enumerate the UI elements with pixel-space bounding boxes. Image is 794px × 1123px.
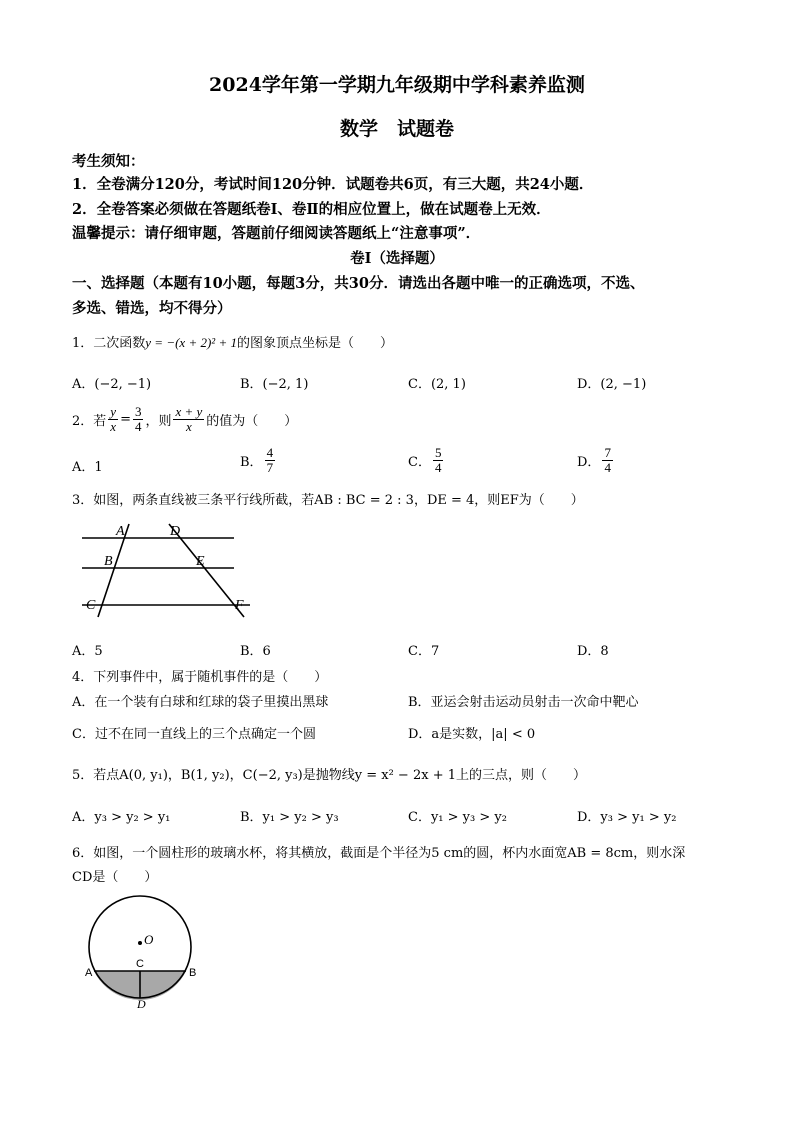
question-3: 3．如图，两条直线被三条平行线所截，若AB : BC = 2 : 3，DE = 4，则EF为（ ）	[72, 493, 584, 508]
center-point-o	[138, 941, 142, 945]
q2-frac1-den: x	[110, 418, 117, 434]
q2-suffix: 的值为（ ）	[206, 413, 298, 429]
section-heading-line2: 多选、错选，均不得分）	[72, 300, 232, 317]
q4-option-b: B．亚运会射击运动员射击一次命中靶心	[408, 695, 639, 710]
q3-option-b: B．6	[240, 644, 271, 659]
q2-option-d-den: 4	[604, 459, 611, 475]
q2-frac2-den: 4	[134, 418, 142, 434]
q2-option-a: A．1	[72, 460, 103, 475]
notice-heading: 考生须知：	[72, 153, 145, 170]
question-6-line1: 6．如图，一个圆柱形的玻璃水杯，将其横放，截面是个半径为5 cm的圆，杯内水面宽AB = 8cm，则水深	[72, 846, 686, 861]
q2-option-b-fraction	[265, 446, 276, 474]
q3-option-a: A．5	[72, 644, 103, 659]
q2-option-c-fraction	[433, 446, 444, 474]
q2-fraction-xy-over-x	[173, 405, 204, 433]
q2-option-c-label: C．	[408, 454, 431, 470]
part-title: 卷Ⅰ（选择题）	[350, 250, 444, 267]
q1-option-d: D．(2, −1)	[577, 377, 647, 392]
q4-option-a: A．在一个装有白球和红球的袋子里摸出黑球	[72, 695, 329, 710]
question-6-line2: CD是（ ）	[72, 870, 158, 885]
label-d: D	[137, 997, 146, 1010]
question-5: 5．若点A(0, y₁)，B(1, y₂)，C(−2, y₃)是抛物线y = x² − 2x + 1上的三点，则（ ）	[72, 768, 586, 783]
q1-option-c: C．(2, 1)	[408, 377, 466, 392]
q3-option-c: C．7	[408, 644, 440, 659]
q3-parallel-lines-figure	[72, 518, 262, 620]
q1-option-a: A．(−2, −1)	[72, 377, 152, 392]
page-subtitle: 数学 试题卷	[339, 118, 454, 140]
q2-frac3-den: x	[186, 418, 192, 434]
q2-option-b	[240, 446, 277, 474]
q2-mid: ，则	[145, 413, 172, 429]
q2-option-d	[577, 446, 615, 474]
q2-fraction-3-over-4	[133, 405, 144, 433]
q2-option-b-den: 7	[266, 459, 274, 475]
q5-option-a: A．y₃ > y₂ > y₁	[72, 810, 171, 825]
question-4: 4．下列事件中，属于随机事件的是（ ）	[72, 670, 328, 685]
q2-option-d-fraction	[602, 446, 613, 474]
q1-suffix: 的图象顶点坐标是（ ）	[236, 336, 393, 351]
notice-tip: 温馨提示：请仔细审题，答题前仔细阅读答题纸上“注意事项”．	[72, 225, 481, 242]
page-title: 2024学年第一学期九年级期中学科素养监测	[209, 74, 585, 96]
label-a: A	[85, 967, 93, 979]
q4-option-d: D．a是实数，|a| < 0	[408, 727, 536, 742]
section-heading-line1: 一、选择题（本题有10小题，每题3分，共30分．请选出各题中唯一的正确选项，不选、	[72, 275, 645, 292]
point-label-b: B	[104, 554, 113, 569]
q1-prefix: 1．二次函数	[72, 336, 146, 351]
point-label-a: A	[116, 524, 125, 539]
q2-option-d-num: 7	[604, 445, 611, 460]
q2-option-d-label: D．	[577, 454, 601, 470]
q4-option-c: C．过不在同一直线上的三个点确定一个圆	[72, 727, 316, 742]
q1-formula: y = −(x + 2)² + 1	[145, 335, 237, 350]
point-label-e: E	[196, 554, 205, 569]
question-2	[72, 405, 297, 433]
q5-option-d: D．y₃ > y₁ > y₂	[577, 810, 677, 825]
q2-frac1-num: y	[110, 404, 117, 419]
q2-option-c-den: 4	[434, 459, 442, 475]
q2-fraction-y-over-x	[108, 405, 118, 433]
q2-equals: =	[120, 411, 131, 427]
q5-option-b: B．y₁ > y₂ > y₃	[240, 810, 339, 825]
point-label-f: F	[235, 598, 244, 613]
q2-prefix: 2．若	[72, 413, 107, 429]
q1-option-b: B．(−2, 1)	[240, 377, 309, 392]
q2-option-b-label: B．	[240, 454, 263, 470]
question-1	[72, 332, 393, 351]
q5-option-c: C．y₁ > y₃ > y₂	[408, 810, 507, 825]
label-c: C	[136, 958, 144, 970]
label-b: B	[189, 967, 197, 979]
q6-circle-cup-figure	[80, 892, 210, 1010]
q2-option-c-num: 5	[434, 445, 442, 460]
q2-frac3-num: x + y	[175, 404, 203, 419]
q3-option-d: D．8	[577, 644, 609, 659]
label-o: O	[144, 932, 154, 947]
point-label-d: D	[170, 524, 181, 539]
q2-option-b-num: 4	[266, 445, 274, 460]
notice-item-1: 1．全卷满分120分，考试时间120分钟．试题卷共6页，有三大题，共24小题．	[72, 176, 594, 193]
point-label-c: C	[86, 598, 96, 613]
q2-frac2-num: 3	[134, 404, 142, 419]
notice-item-2: 2．全卷答案必须做在答题纸卷Ⅰ、卷Ⅱ的相应位置上，做在试题卷上无效．	[72, 201, 551, 218]
q2-option-c	[408, 446, 445, 474]
